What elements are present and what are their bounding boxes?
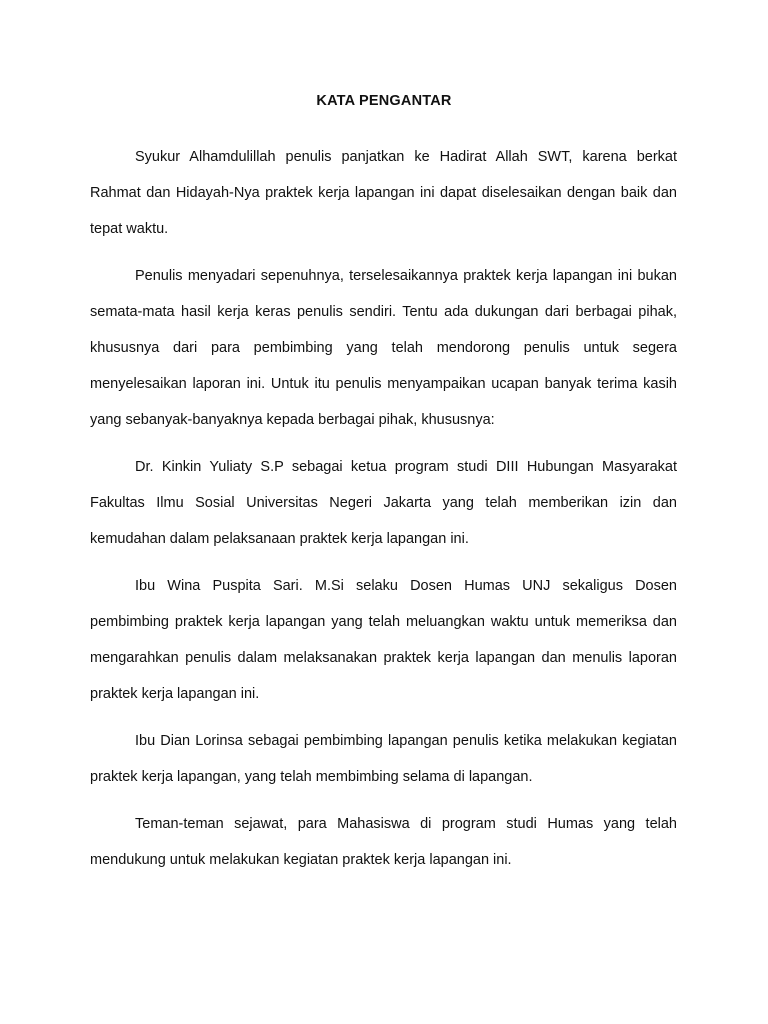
- paragraph-opening: Syukur Alhamdulillah penulis panjatkan ke Hadirat Allah SWT, karena berkat Rahmat dan Hidayah-Nya praktek kerja lapangan ini dapat diselesaikan dengan baik dan tepat waktu.: [90, 149, 677, 237]
- paragraph-acknowledgement-intro: Penulis menyadari sepenuhnya, terselesaikannya praktek kerja lapangan ini bukan semata-mata hasil kerja keras penulis sendiri. Tentu ada dukungan dari berbagai pihak, khususnya dari para pembimbing yang telah mendorong penulis untuk segera menyelesaikan laporan ini. Untuk itu penulis menyampaikan ucapan banyak terima kasih yang sebanyak-banyaknya kepada berbagai pihak, khususnya:: [90, 268, 677, 428]
- paragraph-thanks-colleagues: Teman-teman sejawat, para Mahasiswa di program studi Humas yang telah mendukung untuk melakukan kegiatan praktek kerja lapangan ini.: [90, 816, 677, 868]
- paragraph-thanks-lecturer: Ibu Wina Puspita Sari. M.Si selaku Dosen Humas UNJ sekaligus Dosen pembimbing praktek kerja lapangan yang telah meluangkan waktu untuk memeriksa dan mengarahkan penulis dalam melaksanakan praktek kerja lapangan dan menulis laporan praktek kerja lapangan ini.: [90, 578, 677, 702]
- document-body: [90, 139, 677, 889]
- page-title: KATA PENGANTAR: [316, 93, 452, 109]
- paragraph-thanks-program-head: Dr. Kinkin Yuliaty S.P sebagai ketua program studi DIII Hubungan Masyarakat Fakultas Ilmu Sosial Universitas Negeri Jakarta yang telah memberikan izin dan kemudahan dalam pelaksanaan praktek kerja lapangan ini.: [90, 459, 677, 547]
- paragraph-thanks-field-supervisor: Ibu Dian Lorinsa sebagai pembimbing lapangan penulis ketika melakukan kegiatan praktek kerja lapangan, yang telah membimbing selama di lapangan.: [90, 733, 677, 785]
